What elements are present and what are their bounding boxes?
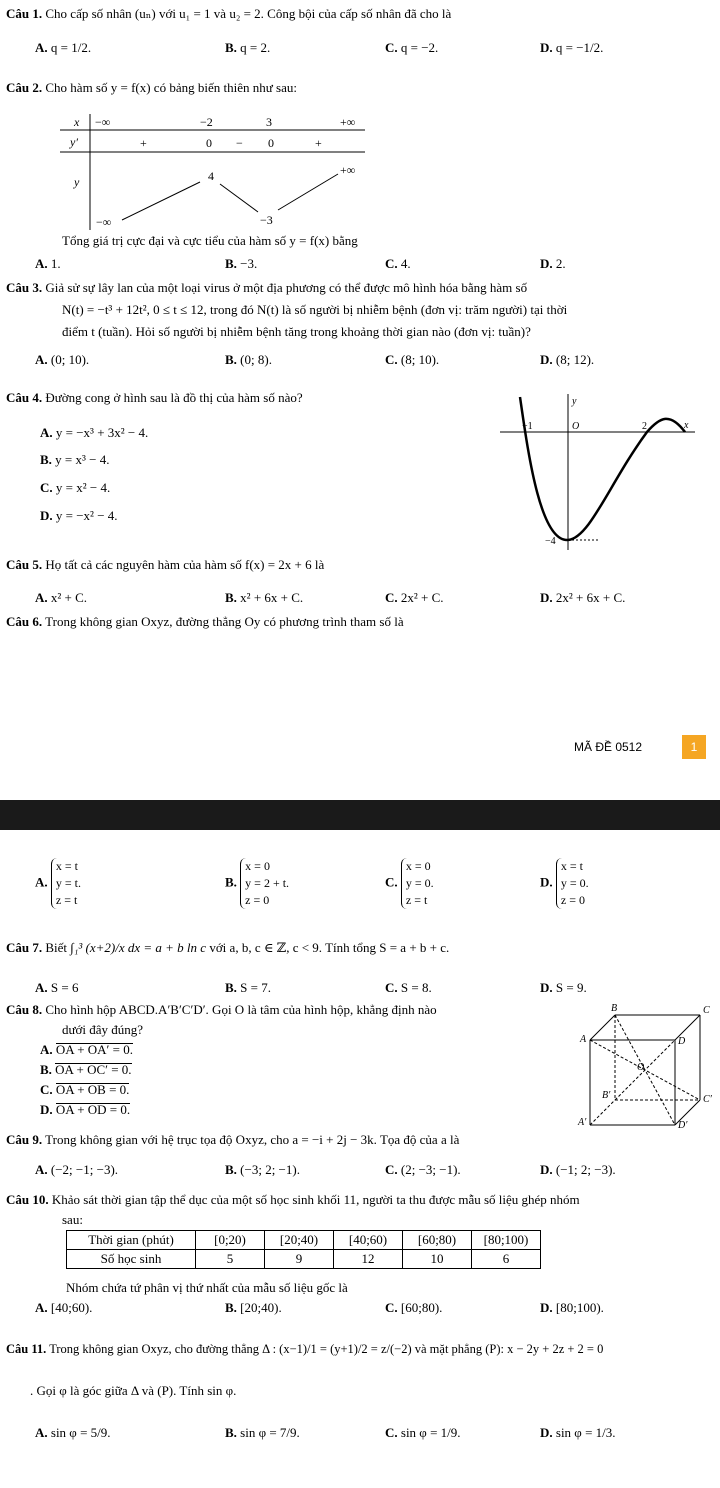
q2-option-d[interactable]: D. 2. [540,256,566,271]
q5-text: Họ tất cả các nguyên hàm của hàm số f(x) = 2x + 6 là [45,557,325,572]
vt-yp-label: y′ [70,135,78,149]
q2-option-a[interactable]: A. 1. [35,256,61,271]
q9-b-text: (−3; 2; −1). [240,1162,300,1177]
fig-A: A [580,1034,587,1045]
variation-table [60,112,370,232]
q6-d-l2: y = 0. [560,876,589,890]
q4-graph [500,392,700,552]
vt-s1: + [140,136,147,150]
q10-text2: sau: [62,1212,83,1227]
q2-label: Câu 2. [6,80,43,95]
q7-label: Câu 7. [6,940,43,955]
q6-d-system [556,858,589,909]
fig-O: O [637,1062,645,1073]
q7-a-text: S = 6 [50,980,79,995]
q8-box-figure [575,1000,715,1130]
q11-option-c[interactable]: C. sin φ = 1/9. [385,1425,461,1440]
q8-option-a[interactable]: A. OA + OA′ = 0. [40,1042,133,1057]
q5-label: Câu 5. [6,557,43,572]
q10-option-b[interactable]: B. [20;40). [225,1300,282,1315]
q8-text2: dưới đây đúng? [62,1022,144,1037]
q10-r0: Số học sinh [67,1250,196,1269]
question-5 [6,557,324,573]
q6-option-c[interactable]: C. x = 0 y = 0. z = t [385,859,434,907]
q3-d-text: (8; 12). [555,352,595,367]
vt-x3: 3 [266,115,272,129]
q4-option-a[interactable]: A. y = −x³ + 3x² − 4. [40,425,149,440]
fig-B2: B′ [602,1090,611,1101]
q2-option-b[interactable]: B. −3. [225,256,258,271]
q6-option-b[interactable]: B. x = 0 y = 2 + t. z = 0 [225,859,290,907]
q11-option-a[interactable]: A. sin φ = 5/9. [35,1425,111,1440]
q10-h5: [80;100) [472,1231,541,1250]
q4-text: Đường cong ở hình sau là đồ thị của hàm số nào? [45,390,303,405]
q3-b-text: (0; 8). [240,352,272,367]
q10-h2: [20;40) [265,1231,334,1250]
q11-d-text: sin φ = 1/3. [555,1425,616,1440]
q3-option-b[interactable]: B. (0; 8). [225,352,272,367]
q3-text3: điểm t (tuần). Hỏi số người bị nhiễm bệnh tăng trong khoảng thời gian nào (đơn vị: tuần)? [62,324,531,339]
q5-option-a[interactable]: A. x² + C. [35,590,88,605]
graph-origin-label: O [572,421,580,432]
q10-text1: Khảo sát thời gian tập thể dục của một số học sinh khối 11, người ta thu được mẫu số liệu ghép nhóm [51,1192,580,1207]
q11-option-d[interactable]: D. sin φ = 1/3. [540,1425,616,1440]
q10-b-text: [20;40). [240,1300,282,1315]
question-1 [6,6,451,22]
q1-c-text: q = −2. [400,40,439,55]
q7-option-a[interactable]: A. S = 6 [35,980,79,995]
q3-option-a[interactable]: A. (0; 10). [35,352,90,367]
question-6 [6,614,404,630]
q5-option-c[interactable]: C. 2x² + C. [385,590,444,605]
q10-h1: [0;20) [196,1231,265,1250]
q10-h0: Thời gian (phút) [67,1231,196,1250]
q10-data-table [66,1230,541,1269]
q6-option-a[interactable]: A. x = t y = t. z = t [35,859,81,907]
q11-label: Câu 11. [6,1342,47,1356]
q1-option-d[interactable]: D. q = −1/2. [540,40,604,55]
question-2 [6,80,297,96]
q7-pre: Biết [45,940,68,955]
q4-d-text: y = −x² − 4. [55,508,118,523]
fig-A2: A′ [578,1117,587,1128]
q6-label: Câu 6. [6,614,43,629]
q7-post: với a, b, c ∈ ℤ, c < 9. Tính tổng S = a + b + c. [209,940,450,955]
q9-option-b[interactable]: B. (−3; 2; −1). [225,1162,300,1177]
question-11 [6,1342,603,1357]
q10-a-text: [40;60). [50,1300,93,1315]
vt-s2: 0 [206,136,212,150]
q4-a-text: y = −x³ + 3x² − 4. [55,425,149,440]
q5-a-text: x² + C. [50,590,88,605]
q10-r2: 9 [265,1250,334,1269]
q10-option-a[interactable]: A. [40;60). [35,1300,93,1315]
q9-c-text: (2; −3; −1). [400,1162,461,1177]
q6-text: Trong không gian Oxyz, đường thẳng Oy có phương trình tham số là [45,614,404,629]
q10-question: Nhóm chứa tứ phân vị thứ nhất của mẫu số liệu gốc là [66,1280,348,1295]
q3-option-c[interactable]: C. (8; 10). [385,352,440,367]
question-9 [6,1132,459,1148]
q6-a-l3: z = t [55,893,78,907]
vt-y4: −3 [260,213,273,227]
q3-a-text: (0; 10). [50,352,90,367]
q9-a-text: (−2; −1; −3). [50,1162,119,1177]
q10-r5: 6 [472,1250,541,1269]
q2-d-text: 2. [555,256,566,271]
q10-data-row [67,1250,541,1269]
q5-d-text: 2x² + 6x + C. [555,590,626,605]
vt-y3: −∞ [96,215,112,229]
q2-b-text: −3. [240,256,258,271]
q10-label: Câu 10. [6,1192,49,1207]
q1-option-a[interactable]: A. q = 1/2. [35,40,92,55]
graph-y-label: y [572,396,577,407]
q1-b-text: q = 2. [240,40,271,55]
q7-c-text: S = 8. [400,980,432,995]
q10-r1: 5 [196,1250,265,1269]
q5-option-d[interactable]: D. 2x² + 6x + C. [540,590,626,605]
q5-option-b[interactable]: B. x² + 6x + C. [225,590,304,605]
q7-d-text: S = 9. [555,980,587,995]
vt-s5: + [315,136,322,150]
vt-x-label: x [74,115,80,129]
q2-question: Tổng giá trị cực đại và cực tiểu của hàm số y = f(x) bằng [62,233,358,248]
q5-c-text: 2x² + C. [400,590,444,605]
q7-option-c[interactable]: C. S = 8. [385,980,432,995]
page-number-badge: 1 [682,735,706,759]
q9-option-a[interactable]: A. (−2; −1; −3). [35,1162,119,1177]
q3-option-d[interactable]: D. (8; 12). [540,352,595,367]
q1-d-text: q = −1/2. [555,40,604,55]
q3-label: Câu 3. [6,280,43,295]
vt-y1: 4 [208,169,214,183]
fig-C2: C′ [703,1094,712,1105]
vt-s4: 0 [268,136,274,150]
graph-m1-label: −1 [522,421,533,432]
q8-option-c[interactable]: C. OA + OB = 0. [40,1082,130,1097]
q3-text2: N(t) = −t³ + 12t², 0 ≤ t ≤ 12, trong đó N(t) là số người bị nhiễm bệnh (đơn vị: trăm người) tại thời [62,302,568,317]
fig-C: C [703,1005,710,1016]
q2-text: Cho hàm số y = f(x) có bảng biến thiên như sau: [45,80,297,95]
q8-c-text: OA + OB = 0. [55,1082,130,1097]
q4-b-text: y = x³ − 4. [55,452,110,467]
q3-c-text: (8; 10). [400,352,440,367]
question-3 [6,280,527,296]
q6-c-l1: x = 0 [405,859,431,873]
fig-D: D [678,1036,686,1047]
vt-y-label: y [74,175,80,189]
q6-c-l2: y = 0. [405,876,434,890]
q8-option-d[interactable]: D. OA + OD = 0. [40,1102,131,1117]
vt-x4: +∞ [340,115,356,129]
q1-label: Câu 1. [6,6,43,21]
q10-option-d[interactable]: D. [80;100). [540,1300,604,1315]
fig-B: B [611,1003,618,1014]
q9-d-text: (−1; 2; −3). [555,1162,616,1177]
q7-integral: ∫₁³ (x+2)/x dx = a + b ln c [70,940,207,955]
q11-a-text: sin φ = 5/9. [50,1425,111,1440]
q10-header-row [67,1231,541,1250]
q10-c-text: [60;80). [400,1300,443,1315]
vt-s3: − [236,136,243,150]
graph-m4-label: −4 [545,536,556,547]
page-separator [0,800,720,830]
q9-option-d[interactable]: D. (−1; 2; −3). [540,1162,616,1177]
q6-d-l3: z = 0 [560,893,585,907]
fig-D2: D′ [678,1120,688,1130]
q8-text1: Cho hình hộp ABCD.A′B′C′D′. Gọi O là tâm của hình hộp, khẳng định nào [45,1002,437,1017]
q10-r4: 10 [403,1250,472,1269]
q4-option-d[interactable]: D. y = −x² − 4. [40,508,118,523]
q10-d-text: [80;100). [555,1300,604,1315]
exam-code: MÃ ĐỀ 0512 [574,740,643,754]
q1-a-text: q = 1/2. [50,40,92,55]
q11-text2: . Gọi φ là góc giữa Δ và (P). Tính sin φ. [30,1383,237,1398]
q9-text: Trong không gian với hệ trục tọa độ Oxyz, cho a = −i + 2j − 3k. Tọa độ của a là [45,1132,460,1147]
q10-h3: [40;60) [334,1231,403,1250]
q6-option-d[interactable]: D. x = t y = 0. z = 0 [540,859,589,907]
question-8 [6,1002,437,1018]
vt-x1: −∞ [95,115,111,129]
q6-b-l3: z = 0 [245,893,270,907]
q8-a-text: OA + OA′ = 0. [55,1042,133,1057]
q11-option-b[interactable]: B. sin φ = 7/9. [225,1425,300,1440]
question-7 [6,940,449,956]
q2-option-c[interactable]: C. 4. [385,256,411,271]
graph-x-label: x [684,420,689,431]
q1-option-c[interactable]: C. q = −2. [385,40,439,55]
q8-b-text: OA + OC′ = 0. [55,1062,132,1077]
q8-option-b[interactable]: B. OA + OC′ = 0. [40,1062,132,1077]
q6-b-system [240,858,289,909]
question-10 [6,1192,580,1208]
q8-d-text: OA + OD = 0. [55,1102,131,1117]
q6-d-l1: x = t [560,859,583,873]
q6-c-l3: z = t [405,893,428,907]
q6-b-l2: y = 2 + t. [245,876,290,890]
q7-b-text: S = 7. [240,980,271,995]
q7-option-b[interactable]: B. S = 7. [225,980,271,995]
q4-option-b[interactable]: B. y = x³ − 4. [40,452,110,467]
q10-r3: 12 [334,1250,403,1269]
q6-a-l2: y = t. [55,876,81,890]
q6-a-system [51,858,81,909]
q2-c-text: 4. [400,256,411,271]
q9-label: Câu 9. [6,1132,43,1147]
q1-option-b[interactable]: B. q = 2. [225,40,271,55]
q2-a-text: 1. [50,256,61,271]
q10-h4: [60;80) [403,1231,472,1250]
q8-label: Câu 8. [6,1002,43,1017]
q7-option-d[interactable]: D. S = 9. [540,980,587,995]
q10-option-c[interactable]: C. [60;80). [385,1300,443,1315]
question-4 [6,390,303,406]
q6-c-system [401,858,434,909]
q1-text: Cho cấp số nhân (uₙ) với u₁ = 1 và u₂ = 2. Công bội của cấp số nhân đã cho là [45,6,452,21]
q5-b-text: x² + 6x + C. [240,590,304,605]
q11-c-text: sin φ = 1/9. [400,1425,461,1440]
q9-option-c[interactable]: C. (2; −3; −1). [385,1162,461,1177]
vt-y2: +∞ [340,163,356,177]
q4-option-c[interactable]: C. y = x² − 4. [40,480,111,495]
graph-two-label: 2 [642,421,647,432]
q4-label: Câu 4. [6,390,43,405]
vt-x2: −2 [200,115,213,129]
q6-a-l1: x = t [55,859,78,873]
q11-b-text: sin φ = 7/9. [240,1425,300,1440]
q6-b-l1: x = 0 [245,859,270,873]
q11-text1: Trong không gian Oxyz, cho đường thẳng Δ : (x−1)/1 = (y+1)/2 = z/(−2) và mặt phẳng (P): x − 2y + 2z + 2 = 0 [49,1342,604,1356]
q3-text1: Giả sử sự lây lan của một loại virus ở một địa phương có thể được mô hình hóa bằng hàm số [45,280,528,295]
q4-c-text: y = x² − 4. [55,480,111,495]
